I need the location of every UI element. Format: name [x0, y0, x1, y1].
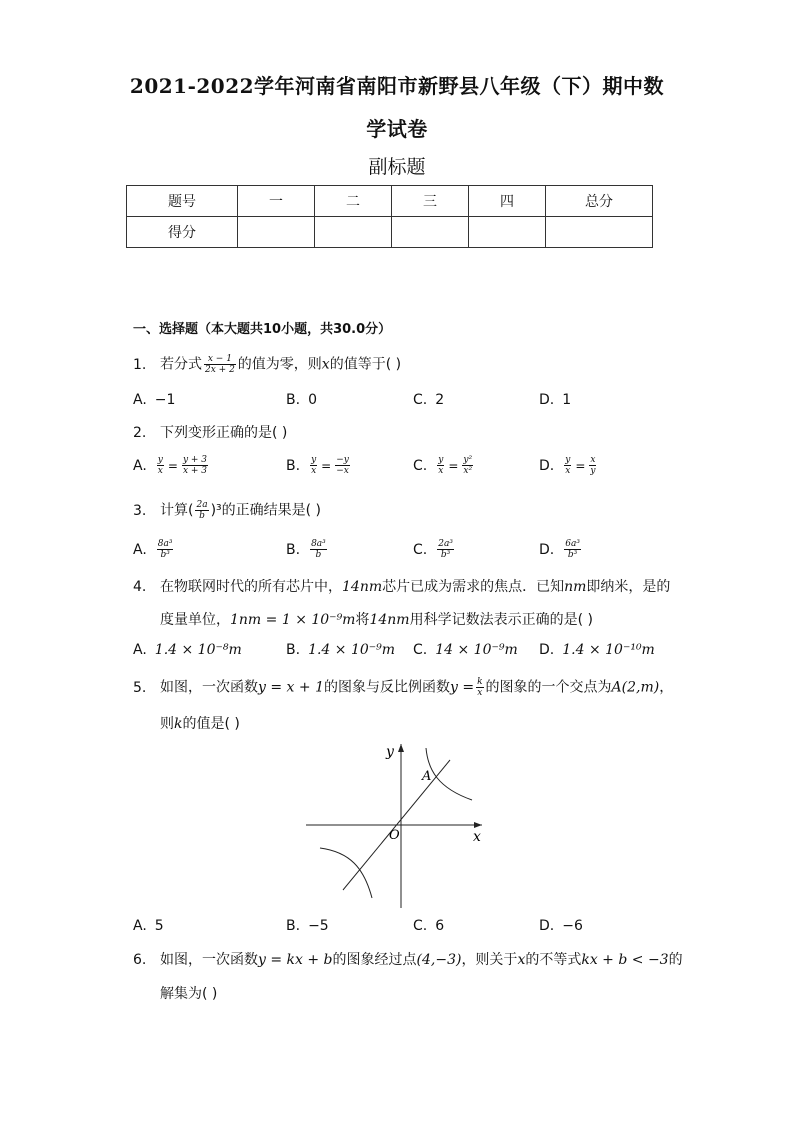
question-text: 的 [668, 952, 683, 968]
math-expr: 1nm = 1 × 10⁻⁹m [230, 612, 356, 628]
option-label: B. [286, 392, 301, 408]
fraction-numerator: 2a³ [438, 539, 453, 549]
math-expr: nm [564, 579, 587, 595]
option-label: C. [413, 541, 428, 558]
x-axis-arrow-icon [474, 822, 482, 828]
fraction [182, 455, 208, 476]
question-text: )³的正确结果是( ) [210, 502, 322, 519]
fraction-numerator: 8a³ [157, 539, 173, 549]
option-label: B. [286, 642, 301, 658]
question-1 [133, 354, 401, 375]
fraction-numerator: y [565, 455, 571, 465]
option-b [286, 539, 329, 560]
question-text: 芯片已成为需求的焦点．已知 [382, 579, 565, 595]
fraction-denominator: x [311, 466, 317, 476]
option-label: B. [286, 918, 301, 934]
question-number: 6. [133, 952, 147, 968]
fraction-numerator: x − 1 [204, 354, 236, 365]
option-label: D. [539, 541, 555, 558]
question-text: 若分式 [160, 356, 202, 373]
math-var: x [321, 356, 330, 373]
fraction [157, 455, 164, 476]
origin-label: O [389, 828, 400, 843]
question-text: 即纳米，是的 [586, 579, 671, 595]
option-label: B. [286, 541, 301, 558]
option-a [133, 392, 175, 408]
fraction-numerator: −y [336, 455, 349, 465]
score-table-header: 二 [315, 186, 392, 217]
math-var: x [517, 952, 526, 968]
option-label: D. [539, 392, 555, 408]
fraction [462, 455, 473, 476]
question-text: 的值是( ) [182, 716, 240, 732]
option-b [286, 392, 317, 408]
fraction-denominator: x [438, 466, 444, 476]
question-number: 3. [133, 502, 147, 519]
paper-title-line-1: 2021-2022学年河南省南阳市新野县八年级（下）期中数 [129, 74, 665, 98]
fraction [310, 455, 317, 476]
fraction-denominator: 2x + 2 [205, 365, 235, 375]
score-table-header: 四 [469, 186, 546, 217]
fraction [204, 354, 236, 375]
option-value: 1.4 × 10⁻⁹m [308, 642, 396, 658]
question-2 [133, 423, 287, 443]
fraction-denominator: b [315, 550, 322, 560]
option-c [413, 918, 444, 934]
score-table-header: 题号 [127, 186, 238, 217]
option-label: A. [133, 541, 147, 558]
question-text: 如图，一次函数 [160, 679, 258, 696]
fraction-denominator: b³ [567, 550, 578, 560]
option-label: C. [413, 642, 428, 658]
option-d [539, 392, 571, 408]
question-text: 则 [160, 716, 174, 732]
option-label: A. [133, 457, 147, 474]
option-value: 14 × 10⁻⁹m [435, 642, 518, 658]
fraction-denominator: y [590, 466, 596, 476]
fraction-denominator: x [477, 688, 483, 698]
question-number: 2. [133, 425, 147, 441]
option-a [133, 642, 242, 658]
fraction-denominator: −x [336, 466, 349, 476]
option-value: 2 [435, 392, 445, 408]
option-c [413, 392, 444, 408]
score-table-header: 三 [392, 186, 469, 217]
fraction-numerator: y [157, 455, 163, 465]
option-c: C. $\frac{y}{x}$ = $\frac{\text{y²}}{\text{x²}}$ [413, 455, 473, 476]
question-6-line-2: 解集为( ) [160, 986, 218, 1002]
score-row-label: 得分 [127, 217, 238, 248]
fraction-denominator: b³ [440, 550, 451, 560]
option-label: A. [133, 918, 147, 934]
option-value: −6 [562, 918, 583, 934]
fraction-denominator: x [157, 466, 163, 476]
score-table-header: 一 [238, 186, 315, 217]
fraction-denominator: b [199, 511, 205, 521]
question-text: 的不等式 [525, 952, 582, 968]
question-text: 的图象与反比例函数 [323, 679, 450, 696]
option-value: 1.4 × 10⁻¹⁰m [562, 642, 655, 658]
option-b: B. $\frac{y}{x}$ = $\frac{-y}{-x}$ [286, 455, 349, 476]
function-graph [300, 740, 490, 910]
math-expr: kx + b < −3 [581, 952, 669, 968]
fraction-denominator: x² [463, 466, 473, 476]
question-text: 的图象的一个交点为 [485, 679, 612, 696]
option-d: D. $\frac{y}{x}$ = $\frac{x}{y}$ [539, 455, 596, 476]
fraction [437, 539, 454, 560]
option-label: C. [413, 918, 428, 934]
question-text: ，则关于 [461, 952, 518, 968]
fraction [195, 500, 208, 521]
score-cell [469, 217, 546, 248]
question-text: 在物联网时代的所有芯片中， [160, 579, 342, 595]
fraction-numerator: x [590, 455, 596, 465]
option-value: 1.4 × 10⁻⁸m [154, 642, 242, 658]
fraction-numerator: 8a³ [311, 539, 326, 549]
option-value: 5 [154, 918, 164, 934]
option-b [286, 642, 395, 658]
score-cell [315, 217, 392, 248]
option-d [539, 539, 583, 560]
fraction-denominator: b³ [160, 550, 170, 560]
fraction [335, 455, 350, 476]
score-cell [546, 217, 653, 248]
fraction [589, 455, 596, 476]
option-a [133, 918, 164, 934]
option-b [286, 918, 329, 934]
math-expr: y = [449, 679, 475, 696]
question-text: 如图，一次函数 [160, 952, 258, 968]
math-expr: 14nm [369, 612, 410, 628]
fraction-denominator: x [565, 466, 571, 476]
fraction-denominator: x + 3 [182, 466, 208, 476]
math-expr: 14nm [342, 579, 383, 595]
option-d [539, 642, 655, 658]
question-text: 用科学记数法表示正确的是( ) [409, 612, 593, 628]
question-text: 的值等于( ) [329, 356, 402, 373]
option-label: C. [413, 457, 428, 474]
question-4-line-2 [160, 609, 593, 629]
option-value: 0 [308, 392, 317, 408]
fraction [564, 539, 581, 560]
math-expr: y = x + 1 [258, 679, 324, 696]
option-value: 6 [435, 918, 445, 934]
option-value: −1 [154, 392, 176, 408]
option-a [133, 539, 175, 560]
option-label: D. [539, 918, 555, 934]
fraction-numerator: k [477, 677, 483, 687]
option-c [413, 642, 518, 658]
question-number: 1. [133, 356, 147, 373]
fraction-numerator: y [438, 455, 444, 465]
option-label: A. [133, 642, 147, 658]
score-table [126, 185, 653, 248]
fraction-numerator: 6a³ [565, 539, 580, 549]
fraction [310, 539, 327, 560]
point-a-label: A [422, 769, 432, 784]
y-axis-label: y [386, 744, 394, 760]
question-text: 度量单位， [160, 612, 230, 628]
score-table-header: 总分 [546, 186, 653, 217]
question-5-line-2 [160, 713, 240, 733]
question-5 [133, 677, 673, 698]
question-3 [133, 500, 321, 521]
fraction-numerator: 2a [196, 500, 208, 510]
question-text: 的值为零，则 [237, 356, 322, 373]
score-cell [392, 217, 469, 248]
fraction-numerator: y² [463, 455, 473, 465]
option-c [413, 539, 456, 560]
question-6 [133, 950, 683, 970]
score-table-score-row [127, 217, 653, 248]
paper-subtitle: 副标题 [368, 156, 426, 178]
section-header: 一、选择题（本大题共10小题，共30.0分） [133, 322, 392, 337]
question-text: 计算( [160, 502, 194, 519]
fraction [476, 677, 483, 698]
y-axis-arrow-icon [398, 744, 404, 752]
question-text: 将 [355, 612, 370, 628]
score-cell [238, 217, 315, 248]
option-label: A. [133, 392, 147, 408]
option-value: 1 [562, 392, 572, 408]
question-text: 的图象经过点 [332, 952, 417, 968]
question-number: 5. [133, 679, 147, 696]
question-text: ， [659, 679, 674, 696]
option-a: A. $\frac{y}{x}$ = $\frac{y + 3}{x + 3}$ [133, 455, 208, 476]
option-label: C. [413, 392, 428, 408]
option-label: D. [539, 642, 555, 658]
option-label: D. [539, 457, 555, 474]
fraction-numerator: y [311, 455, 317, 465]
question-number: 4. [133, 579, 147, 595]
fraction-numerator: y + 3 [182, 455, 208, 465]
math-expr: (4,−3) [416, 952, 462, 968]
fraction [564, 455, 571, 476]
fraction [437, 455, 444, 476]
hyperbola-branch-lower [320, 848, 372, 898]
math-expr: A(2,m) [611, 679, 660, 696]
fraction [157, 539, 174, 560]
option-label: B. [286, 457, 301, 474]
math-expr: y = kx + b [258, 952, 333, 968]
math-var: k [174, 716, 183, 732]
question-4 [133, 577, 670, 597]
hyperbola-branch-upper [426, 748, 472, 800]
option-d [539, 918, 583, 934]
option-value: −5 [308, 918, 329, 934]
score-table-header-row [127, 186, 653, 217]
paper-title-line-2: 学试卷 [366, 117, 428, 141]
x-axis-label: x [473, 829, 481, 845]
question-text: 下列变形正确的是( ) [160, 425, 288, 441]
